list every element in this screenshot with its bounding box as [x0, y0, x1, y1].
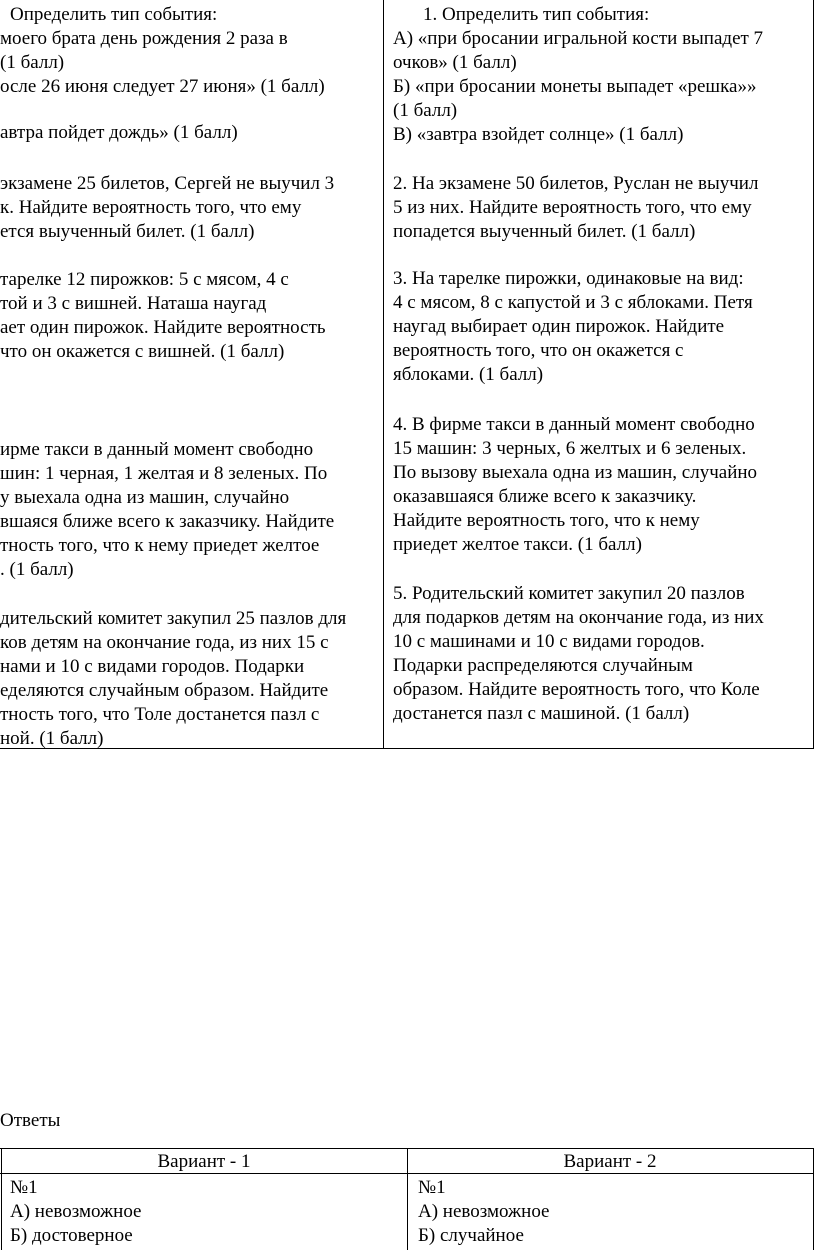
task-line: тность того, что Толе достанется пазл с	[0, 704, 320, 725]
tasks-table-bottom-border	[0, 748, 814, 749]
answer-line: Б) достоверное	[10, 1225, 133, 1246]
task-line: моего брата день рождения 2 раза в	[0, 28, 288, 49]
task-line: 3. На тарелке пирожки, одинаковые на вид:	[393, 268, 744, 289]
answer-line: А) невозможное	[418, 1201, 550, 1222]
task-line: Подарки распределяются случайным	[393, 655, 693, 676]
task-line: 1. Определить тип события:	[423, 4, 650, 25]
task-line: Найдите вероятность того, что к нему	[393, 510, 700, 531]
task-line: вероятность того, что он окажется с	[393, 340, 684, 361]
task-line: . (1 балл)	[0, 559, 74, 580]
task-line: ется выученный билет. (1 балл)	[0, 221, 255, 242]
answers-table-right-border	[813, 1148, 814, 1250]
task-line: оказавшаяся ближе всего к заказчику.	[393, 486, 697, 507]
task-line: той и 3 с вишней. Наташа наугад	[0, 293, 267, 314]
task-line: 15 машин: 3 черных, 6 желтых и 6 зеленых.	[393, 438, 747, 459]
task-line: По вызову выехала одна из машин, случайно	[393, 462, 758, 483]
task-line: еделяются случайным образом. Найдите	[0, 680, 329, 701]
variant-1-header: Вариант - 1	[157, 1151, 251, 1172]
task-line: для подарков детям на окончание года, из них	[393, 607, 764, 628]
task-line: (1 балл)	[393, 100, 458, 121]
answer-line: А) невозможное	[10, 1201, 142, 1222]
task-line: образом. Найдите вероятность того, что Коле	[393, 679, 760, 700]
task-line: 4 с мясом, 8 с капустой и 3 с яблоками. Петя	[393, 292, 753, 313]
task-line: ирме такси в данный момент свободно	[0, 439, 314, 460]
task-line: что он окажется с вишней. (1 балл)	[0, 341, 285, 362]
answer-line: №1	[418, 1177, 446, 1198]
task-line: очков» (1 балл)	[393, 52, 517, 73]
answers-heading: Ответы	[0, 1110, 61, 1131]
task-line: достанется пазл с машиной. (1 балл)	[393, 703, 690, 724]
task-line: шин: 1 черная, 1 желтая и 8 зеленых. По	[0, 463, 328, 484]
answer-line: Б) случайное	[418, 1225, 524, 1246]
task-line: ает один пирожок. Найдите вероятность	[0, 317, 326, 338]
task-line: (1 балл)	[0, 52, 65, 73]
task-line: нами и 10 с видами городов. Подарки	[0, 656, 305, 677]
task-line: А) «при бросании игральной кости выпадет 7	[393, 28, 764, 49]
task-line: ков детям на окончание года, из них 15 с	[0, 632, 329, 653]
task-line: 10 с машинами и 10 с видами городов.	[393, 631, 705, 652]
answer-line: №1	[10, 1177, 38, 1198]
task-line: наугад выбирает один пирожок. Найдите	[393, 316, 725, 337]
task-line: автра пойдет дождь» (1 балл)	[0, 122, 238, 143]
task-line: Б) «при бросании монеты выпадет «решка»»	[393, 76, 757, 97]
task-line: экзамене 25 билетов, Сергей не выучил 3	[0, 173, 335, 194]
task-line: В) «завтра взойдет солнце» (1 балл)	[393, 124, 684, 145]
tasks-table-middle-border	[383, 0, 384, 748]
task-line: у выехала одна из машин, случайно	[0, 487, 290, 508]
task-line: попадется выученный билет. (1 балл)	[393, 221, 696, 242]
task-line: дительский комитет закупил 25 пазлов для	[0, 608, 347, 629]
variant-2-header: Вариант - 2	[563, 1151, 657, 1172]
task-line: к. Найдите вероятность того, что ему	[0, 197, 302, 218]
task-line: осле 26 июня следует 27 июня» (1 балл)	[0, 76, 325, 97]
task-line: тарелке 12 пирожков: 5 с мясом, 4 с	[0, 269, 289, 290]
task-line: 2. На экзамене 50 билетов, Руслан не выучил	[393, 173, 759, 194]
task-line: приедет желтое такси. (1 балл)	[393, 534, 642, 555]
tasks-table-right-border	[813, 0, 814, 748]
task-line: 5 из них. Найдите вероятность того, что ему	[393, 197, 752, 218]
task-line: 4. В фирме такси в данный момент свободно	[393, 414, 755, 435]
task-line: Определить тип события:	[10, 4, 218, 25]
task-line: яблоками. (1 балл)	[393, 364, 544, 385]
task-line: ной. (1 балл)	[0, 728, 104, 749]
task-line: 5. Родительский комитет закупил 20 пазлов	[393, 583, 745, 604]
task-line: вшаяся ближе всего к заказчику. Найдите	[0, 511, 335, 532]
task-line: тность того, что к нему приедет желтое	[0, 535, 320, 556]
